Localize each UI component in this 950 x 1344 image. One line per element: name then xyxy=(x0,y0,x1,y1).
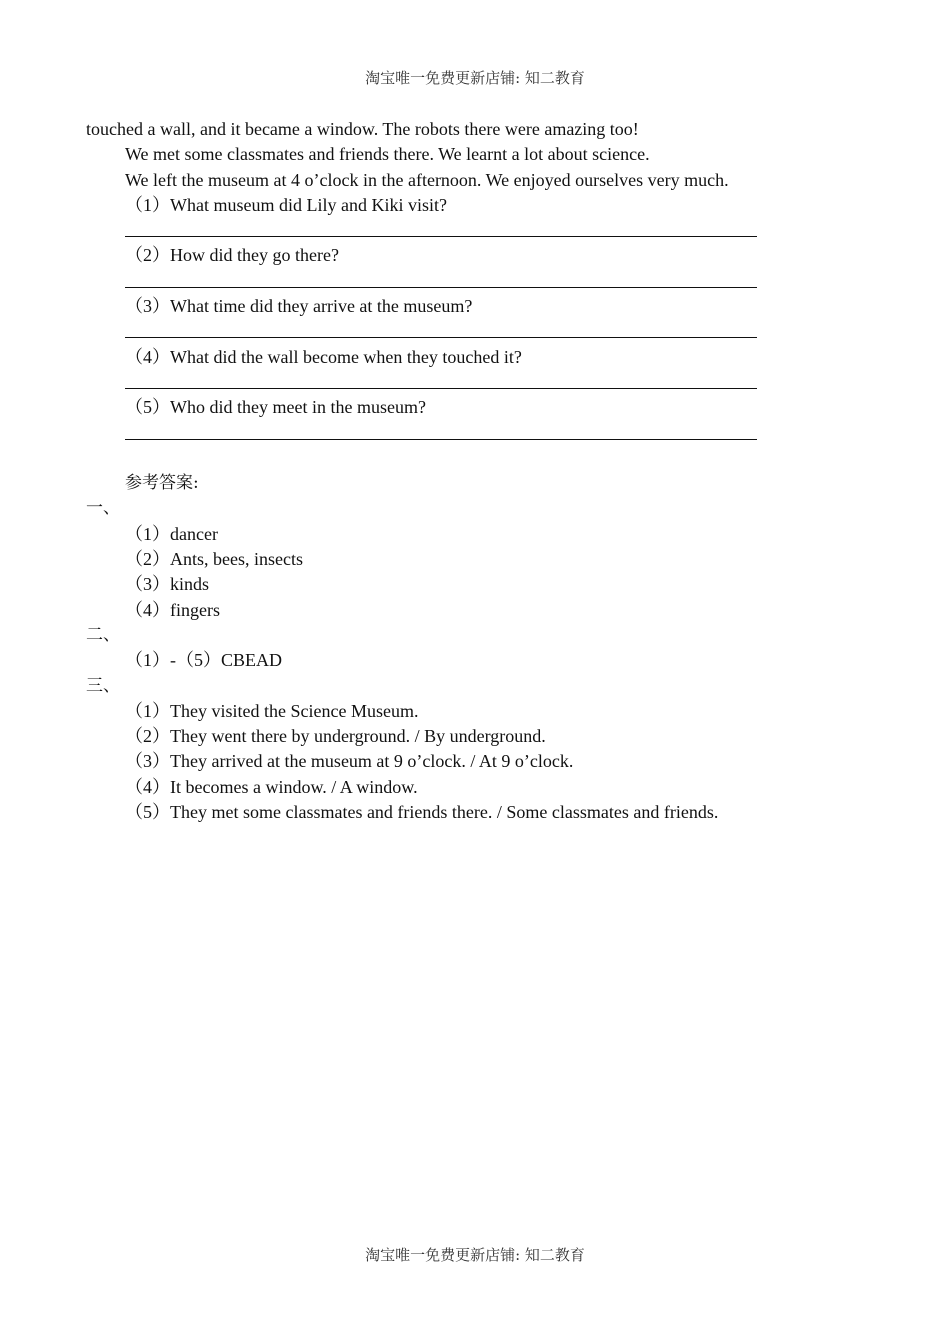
section-1-item: （4）fingers xyxy=(125,599,220,620)
question-5: （5）Who did they meet in the museum? xyxy=(125,397,426,418)
question-2: （2）How did they go there? xyxy=(125,245,339,266)
question-4: （4）What did the wall become when they touched it? xyxy=(125,346,522,367)
answer-blank-2[interactable] xyxy=(0,269,950,294)
answer-blank-1[interactable] xyxy=(0,218,950,243)
answer-key-title: 参考答案: xyxy=(125,473,199,494)
document-body xyxy=(0,117,950,825)
section-1-item: （2）Ants, bees, insects xyxy=(125,549,303,570)
spacer xyxy=(0,446,950,471)
section-3-item: （1）They visited the Science Museum. xyxy=(125,700,419,721)
answer-blank-5[interactable] xyxy=(0,421,950,446)
answer-blank-3[interactable] xyxy=(0,319,950,344)
section-3-label: 三、 xyxy=(86,675,120,696)
section-1-item: （1）dancer xyxy=(125,523,218,544)
answer-blank-4[interactable] xyxy=(0,370,950,395)
passage-line: We left the museum at 4 o’clock in the afternoon. We enjoyed ourselves very much. xyxy=(125,169,729,190)
section-1-label: 一、 xyxy=(86,498,120,519)
page-footer: 淘宝唯一免费更新店铺: 知二教育 xyxy=(365,1246,585,1264)
section-3-item: （3）They arrived at the museum at 9 o’clock. / At 9 o’clock. xyxy=(125,751,574,772)
section-2-label: 二、 xyxy=(86,624,120,645)
section-2-item: （1）-（5）CBEAD xyxy=(125,650,282,671)
question-3: （3）What time did they arrive at the museum? xyxy=(125,296,473,317)
page-header: 淘宝唯一免费更新店铺: 知二教育 xyxy=(365,69,585,87)
section-3-item: （5）They met some classmates and friends there. / Some classmates and friends. xyxy=(125,802,719,823)
section-3-item: （2）They went there by underground. / By underground. xyxy=(125,726,546,747)
question-1: （1）What museum did Lily and Kiki visit? xyxy=(125,194,447,215)
passage-line: We met some classmates and friends there. We learnt a lot about science. xyxy=(125,144,650,165)
section-3-item: （4）It becomes a window. / A window. xyxy=(125,776,418,797)
passage-line: touched a wall, and it became a window. The robots there were amazing too! xyxy=(86,119,639,139)
section-1-item: （3）kinds xyxy=(125,574,210,595)
